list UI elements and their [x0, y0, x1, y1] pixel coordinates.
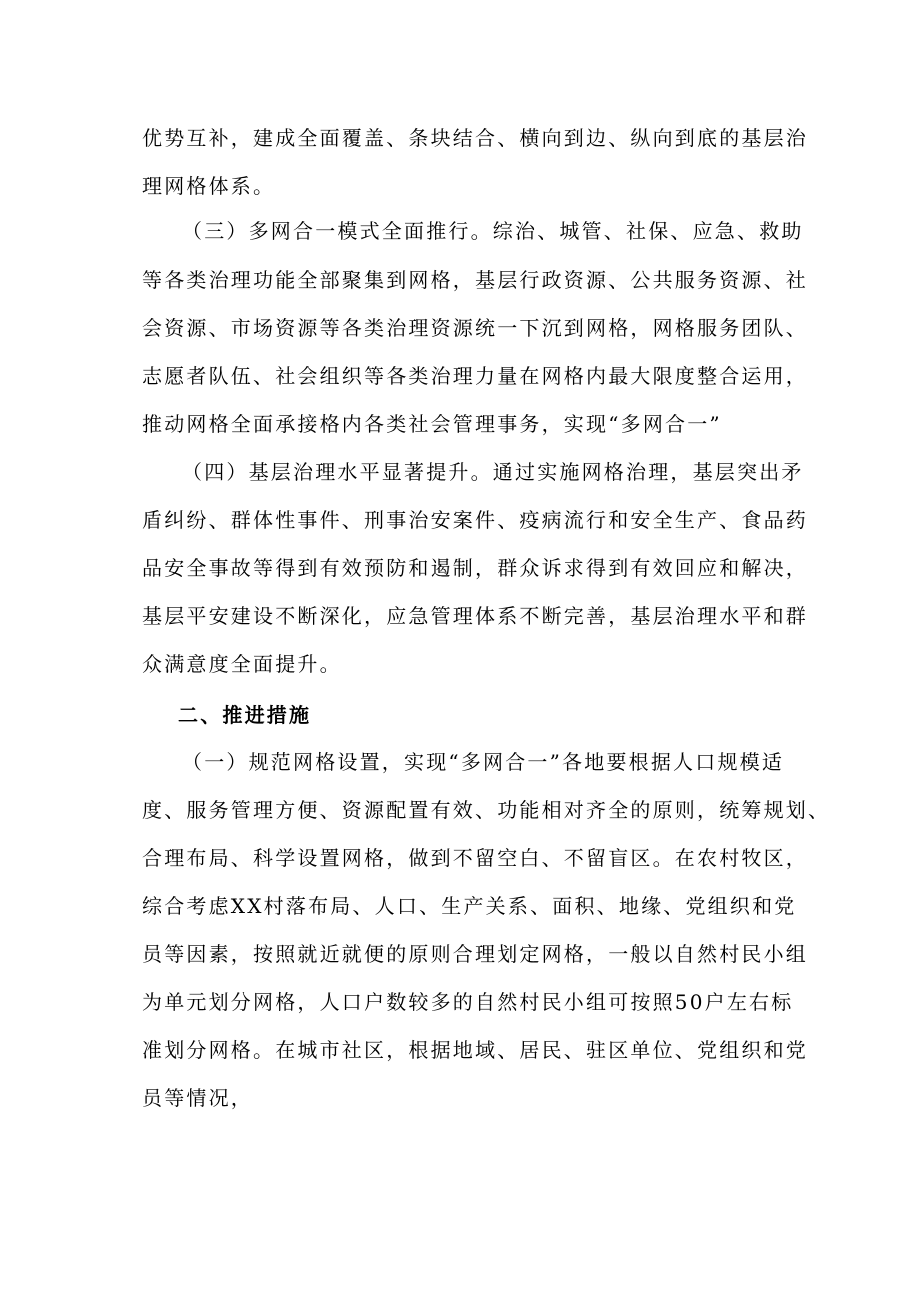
text-line: 合理布局、科学设置网格，做到不留空白、不留盲区。在农村牧区，: [142, 846, 808, 870]
text-line: 度、服务管理方便、资源配置有效、功能相对齐全的原则，统筹规划、: [142, 798, 831, 822]
text-line: 品安全事故等得到有效预防和遏制，群众诉求得到有效回应和解决，: [142, 556, 808, 580]
text-line: 推动网格全面承接格内各类社会管理事务，实现“多网合一”: [142, 412, 722, 436]
text-line: 员等因素，按照就近就便的原则合理划定网格，一般以自然村民小组: [142, 942, 808, 966]
text-line: 盾纠纷、群体性事件、刑事治安案件、疫病流行和安全生产、食品药: [142, 508, 808, 532]
text-line: 员等情况，: [142, 1086, 253, 1110]
paragraph-heading-four: （四）基层治理水平显著提升。通过实施网格治理，基层突出矛: [182, 460, 804, 484]
text-line: 准划分网格。在城市社区，根据地域、居民、驻区单位、党组织和党: [142, 1038, 808, 1062]
text-line: 会资源、市场资源等各类治理资源统一下沉到网格，网格服务团队、: [142, 316, 808, 340]
text-line: 基层平安建设不断深化，应急管理体系不断完善，基层治理水平和群: [142, 604, 808, 628]
text-line: 优势互补，建成全面覆盖、条块结合、横向到边、纵向到底的基层治: [142, 126, 808, 150]
text-line: 为单元划分网格，人口户数较多的自然村民小组可按照50户左右标: [142, 990, 794, 1014]
text-line: 综合考虑XX村落布局、人口、生产关系、面积、地缘、党组织和党: [142, 894, 797, 918]
paragraph-heading-three: （三）多网合一模式全面推行。综治、城管、社保、应急、救助: [182, 219, 804, 243]
text-line: 等各类治理功能全部聚集到网格，基层行政资源、公共服务资源、社: [142, 268, 808, 292]
text-line: 众满意度全面提升。: [142, 652, 342, 676]
section-heading: 二、推进措施: [178, 703, 312, 727]
paragraph-heading-one: （一）规范网格设置，实现“多网合一”各地要根据人口规模适: [182, 750, 785, 774]
text-line: 志愿者队伍、社会组织等各类治理力量在网格内最大限度整合运用，: [142, 364, 808, 388]
text-line: 理网格体系。: [142, 174, 276, 198]
